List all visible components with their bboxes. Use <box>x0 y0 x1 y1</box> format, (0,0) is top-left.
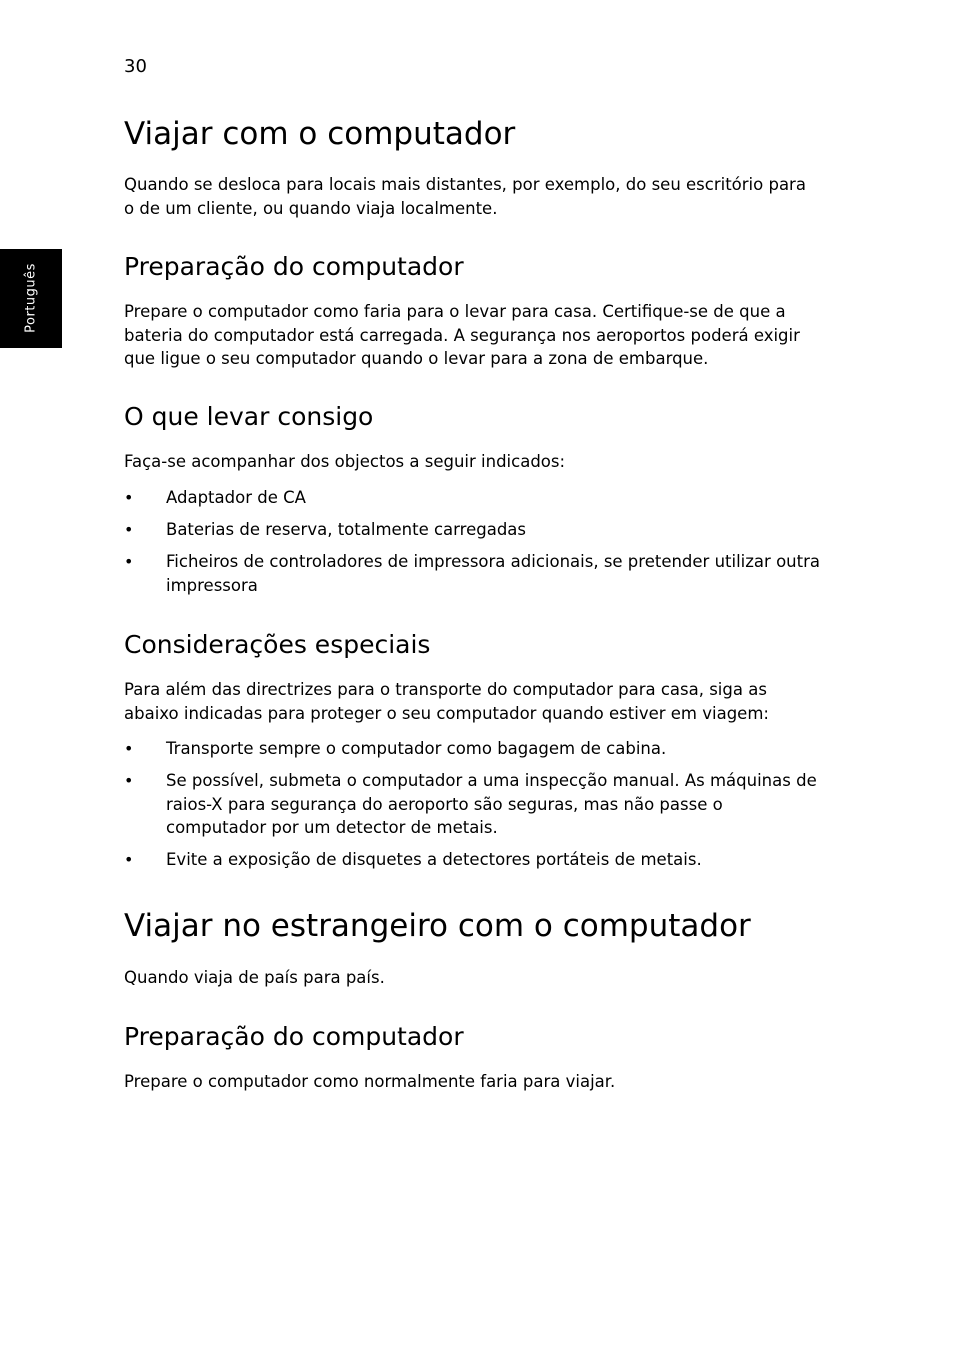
subsection-text-special-considerations: Para além das directrizes para o transporte do computador para casa, siga as abaixo indicadas para proteger o seu computador quando estiver em viagem: <box>124 680 769 723</box>
subsection-heading-special-considerations: Considerações especiais <box>124 630 431 659</box>
what-to-bring-list <box>124 486 824 606</box>
list-item <box>124 737 824 761</box>
page-number: 30 <box>124 56 147 77</box>
bullet-icon: • <box>124 739 134 758</box>
list-item <box>124 848 824 872</box>
list-item-text: Se possível, submeta o computador a uma inspecção manual. As máquinas de raios-X para segurança do aeroporto são seguras, mas não passe o computador por um detector de metais. <box>166 771 817 837</box>
section-heading-travel: Viajar com o computador <box>124 116 516 152</box>
section-intro-travel: Quando se desloca para locais mais distantes, por exemplo, do seu escritório para o de um cliente, ou quando viaja localmente. <box>124 175 806 218</box>
subsection-text-preparation-abroad: Prepare o computador como normalmente faria para viajar. <box>124 1072 616 1091</box>
subsection-text-what-to-bring: Faça-se acompanhar dos objectos a seguir indicados: <box>124 452 566 471</box>
section-intro-travel-abroad: Quando viaja de país para país. <box>124 968 385 987</box>
section-heading-travel-abroad: Viajar no estrangeiro com o computador <box>124 908 751 944</box>
list-item <box>124 518 824 542</box>
special-considerations-list <box>124 737 824 880</box>
subsection-heading-preparation: Preparação do computador <box>124 252 464 281</box>
list-item-text: Ficheiros de controladores de impressora adicionais, se pretender utilizar outra impressora <box>166 552 820 595</box>
bullet-icon: • <box>124 771 134 790</box>
bullet-icon: • <box>124 850 134 869</box>
bullet-icon: • <box>124 520 134 539</box>
list-item-text: Adaptador de CA <box>166 488 306 507</box>
list-item <box>124 550 824 597</box>
language-tab-label: Português <box>23 263 39 333</box>
bullet-icon: • <box>124 488 134 507</box>
subsection-heading-what-to-bring: O que levar consigo <box>124 402 374 431</box>
bullet-icon: • <box>124 552 134 571</box>
list-item-text: Evite a exposição de disquetes a detectores portáteis de metais. <box>166 850 702 869</box>
list-item <box>124 769 824 840</box>
subsection-text-preparation: Prepare o computador como faria para o levar para casa. Certifique-se de que a bateria do computador está carregada. A segurança nos aeroportos poderá exigir que ligue o seu computador quando o levar para a zona de embarque. <box>124 302 800 368</box>
subsection-heading-preparation-abroad: Preparação do computador <box>124 1022 464 1051</box>
list-item-text: Baterias de reserva, totalmente carregadas <box>166 520 527 539</box>
list-item <box>124 486 824 510</box>
language-tab <box>0 249 62 348</box>
list-item-text: Transporte sempre o computador como bagagem de cabina. <box>166 739 667 758</box>
